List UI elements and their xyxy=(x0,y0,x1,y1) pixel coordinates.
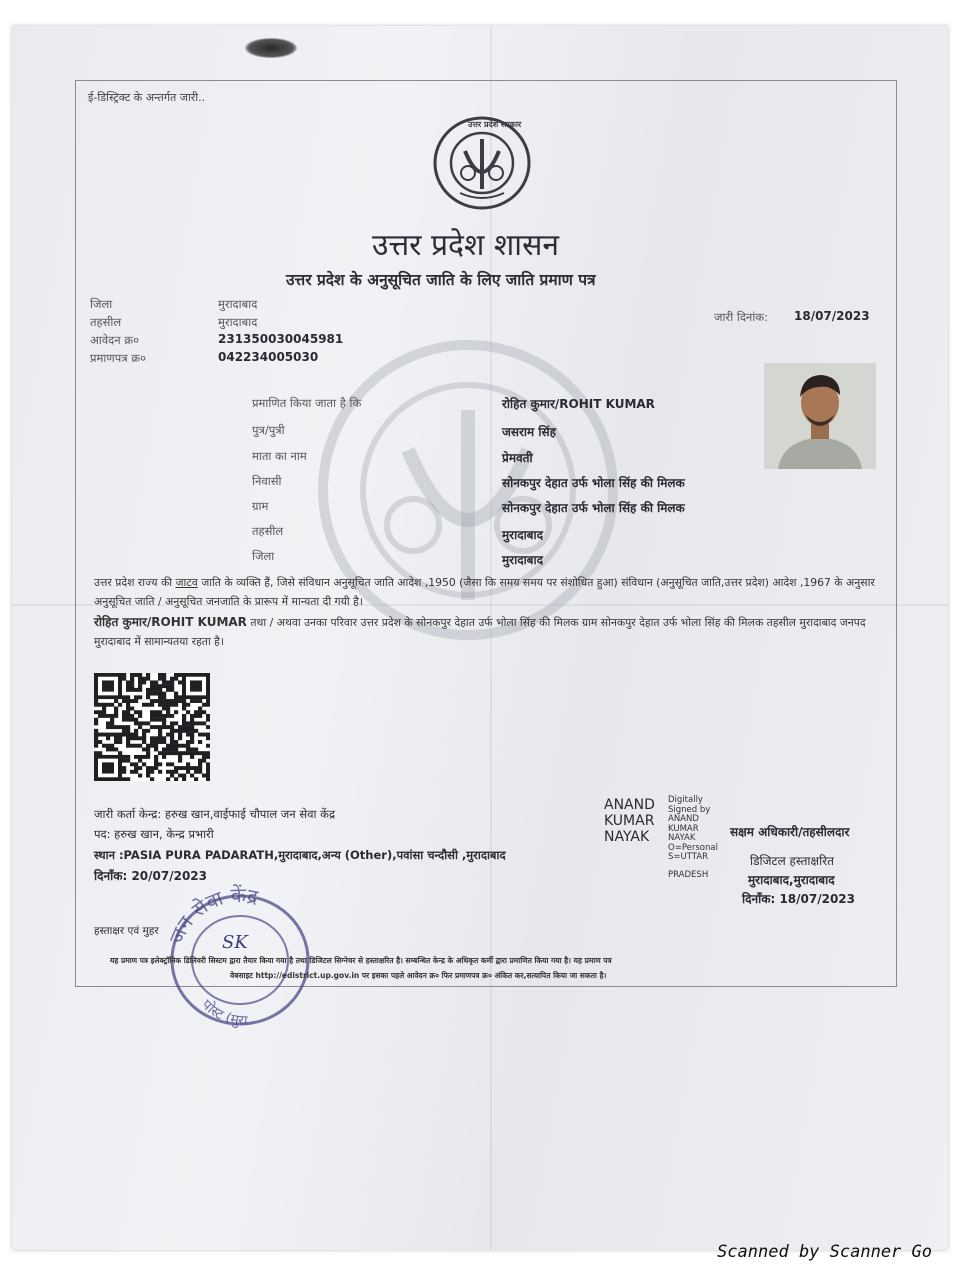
stamp-bottom-text: पोस्ट (मुरा xyxy=(198,996,248,1030)
authority-date: दिनाँक: 18/07/2023 xyxy=(742,892,856,906)
detail-value-tehsil: मुरादाबाद xyxy=(502,528,544,542)
ink-smudge xyxy=(245,38,297,58)
digsig-line: KUMAR xyxy=(668,823,699,834)
district-value: मुरादाबाद xyxy=(218,297,258,311)
issuer-center: जारी कर्ता केन्द्र: हरुख खान,वाईफाई चौपाल जन सेवा केंद्र xyxy=(94,807,336,821)
district-label: जिला xyxy=(90,297,113,311)
footnote-line2: वेबसाइट http://edistrict.up.gov.in पर इसका पहले आवेदन क्र० फिर प्रमाणपत्र क्र० अंकित कर,सत्यापित किया जा सकता है। xyxy=(230,971,607,980)
detail-label-village: ग्राम xyxy=(252,499,269,513)
issue-date: 18/07/2023 xyxy=(794,309,870,323)
signer-name-line2: KUMAR xyxy=(604,813,655,829)
authority-location: मुरादाबाद,मुरादाबाद xyxy=(748,873,835,887)
stamp-initials: SK xyxy=(222,932,248,953)
detail-value-name: रोहित कुमार/ROHIT KUMAR xyxy=(502,397,655,411)
residence-person-name: रोहित कुमार/ROHIT KUMAR xyxy=(94,615,247,629)
certificate-number-label: प्रमाणपत्र क्र० xyxy=(90,351,147,365)
digsig-line: ANAND xyxy=(668,814,699,824)
detail-label-resident: निवासी xyxy=(252,474,282,488)
caste-name: जाटव xyxy=(175,576,198,589)
detail-label-mother: माता का नाम xyxy=(252,449,307,463)
certificate-number: 042234005030 xyxy=(218,350,319,364)
detail-value-mother: प्रेमवती xyxy=(502,451,533,465)
digsig-line: O=Personal xyxy=(668,842,718,853)
caste-statement-text: जाति के व्यक्ति हैं, जिसे संविधान अनुसूचित जाति आदेश ,1950 (जैसा कि समय समय पर संशोधित हुआ) संविधान (अनुसूचित जाति,उत्तर प्रदेश) आदेश ,1967 के अनुसार अनुसूचित जाति / अनुसूचित जनजाति के प्रारूप में मान्यता दी गयी है। xyxy=(94,576,875,608)
tehsil-label: तहसील xyxy=(90,315,122,329)
signer-name-line1: ANAND xyxy=(604,797,655,813)
tehsil-value: मुरादाबाद xyxy=(218,315,258,329)
verification-qr-code xyxy=(94,673,210,781)
issue-date-label: जारी दिनांक: xyxy=(714,310,769,324)
digsig-line: PRADESH xyxy=(668,869,709,880)
detail-label-tehsil: तहसील xyxy=(252,524,284,538)
digital-signature-details xyxy=(668,796,718,880)
application-number: 231350030045981 xyxy=(218,332,344,346)
digsig-line: Signed by xyxy=(668,804,711,815)
qr-code-icon xyxy=(94,673,210,781)
issued-under-text: ई-डिस्ट्रिक्ट के अन्तर्गत जारी.. xyxy=(88,91,206,104)
authority-digital-sign: डिजिटल हस्ताक्षरित xyxy=(750,854,834,868)
detail-value-resident: सोनकपुर देहात उर्फ भोला सिंह की मिलक xyxy=(502,476,685,490)
issuer-date: दिनाँक: 20/07/2023 xyxy=(94,869,208,883)
application-label: आवेदन क्र० xyxy=(90,333,140,347)
signature-seal-label: हस्ताक्षर एवं मुहर xyxy=(94,925,159,937)
issuer-post: पद: हरुख खान, केन्द्र प्रभारी xyxy=(94,827,214,841)
detail-label-certified: प्रमाणित किया जाता है कि xyxy=(252,396,362,410)
stamp-top-text: जन सेवा केंद्र xyxy=(163,882,261,948)
person-photo-icon xyxy=(764,363,876,469)
certificate-subtitle: उत्तर प्रदेश के अनुसूचित जाति के लिए जाति प्रमाण पत्र xyxy=(286,271,596,289)
caste-statement-prefix: उत्तर प्रदेश राज्य की xyxy=(94,576,173,589)
digsig-line: S=UTTAR xyxy=(668,852,709,862)
jan-seva-kendra-stamp xyxy=(160,880,320,1030)
detail-value-father: जसराम सिंह xyxy=(502,425,556,439)
emblem-text: उत्तर प्रदेश सरकार xyxy=(468,120,522,129)
detail-label-parent: पुत्र/पुत्री xyxy=(252,423,285,437)
detail-value-district: मुरादाबाद xyxy=(502,553,544,567)
digsig-line: NAYAK xyxy=(668,833,696,843)
issuer-place: स्थान :PASIA PURA PADARATH,मुरादाबाद,अन्य (Other),पवांसा चन्दौसी ,मुरादाबाद xyxy=(94,848,506,862)
residence-statement-text: तथा / अथवा उनका परिवार उत्तर प्रदेश के सोनकपुर देहात उर्फ भोला सिंह की मिलक ग्राम सोनकपुर देहात उर्फ भोला सिंह की मिलक तहसील मुरादाबाद जनपद मुरादाबाद में सामान्यतया रहता है। xyxy=(94,616,866,648)
caste-statement-paragraph xyxy=(94,573,884,611)
footnote-line1: यह प्रमाण पत्र इलेक्ट्रॉनिक डिलिवरी सिस्टम द्वारा तैयार किया गया है तथा डिजिटल सिग्नेचर से हस्ताक्षरित है। सम्बन्धित केन्द्र के अधिकृत कर्मी द्वारा प्रमाणित किया गया है। यह प्रमाण पत्र xyxy=(110,956,612,965)
scanner-app-watermark: Scanned by Scanner Go xyxy=(717,1242,932,1262)
residence-statement-paragraph xyxy=(94,613,884,651)
digital-signer-name xyxy=(604,797,655,845)
digsig-line: Digitally xyxy=(668,795,703,805)
applicant-photo xyxy=(764,363,876,469)
certificate-title: उत्तर प्रदेश शासन xyxy=(372,228,560,263)
authority-designation: सक्षम अधिकारी/तहसीलदार xyxy=(730,825,850,839)
detail-value-village: सोनकपुर देहात उर्फ भोला सिंह की मिलक xyxy=(502,501,685,515)
signer-name-line3: NAYAK xyxy=(604,829,650,845)
detail-label-district: जिला xyxy=(252,549,275,563)
